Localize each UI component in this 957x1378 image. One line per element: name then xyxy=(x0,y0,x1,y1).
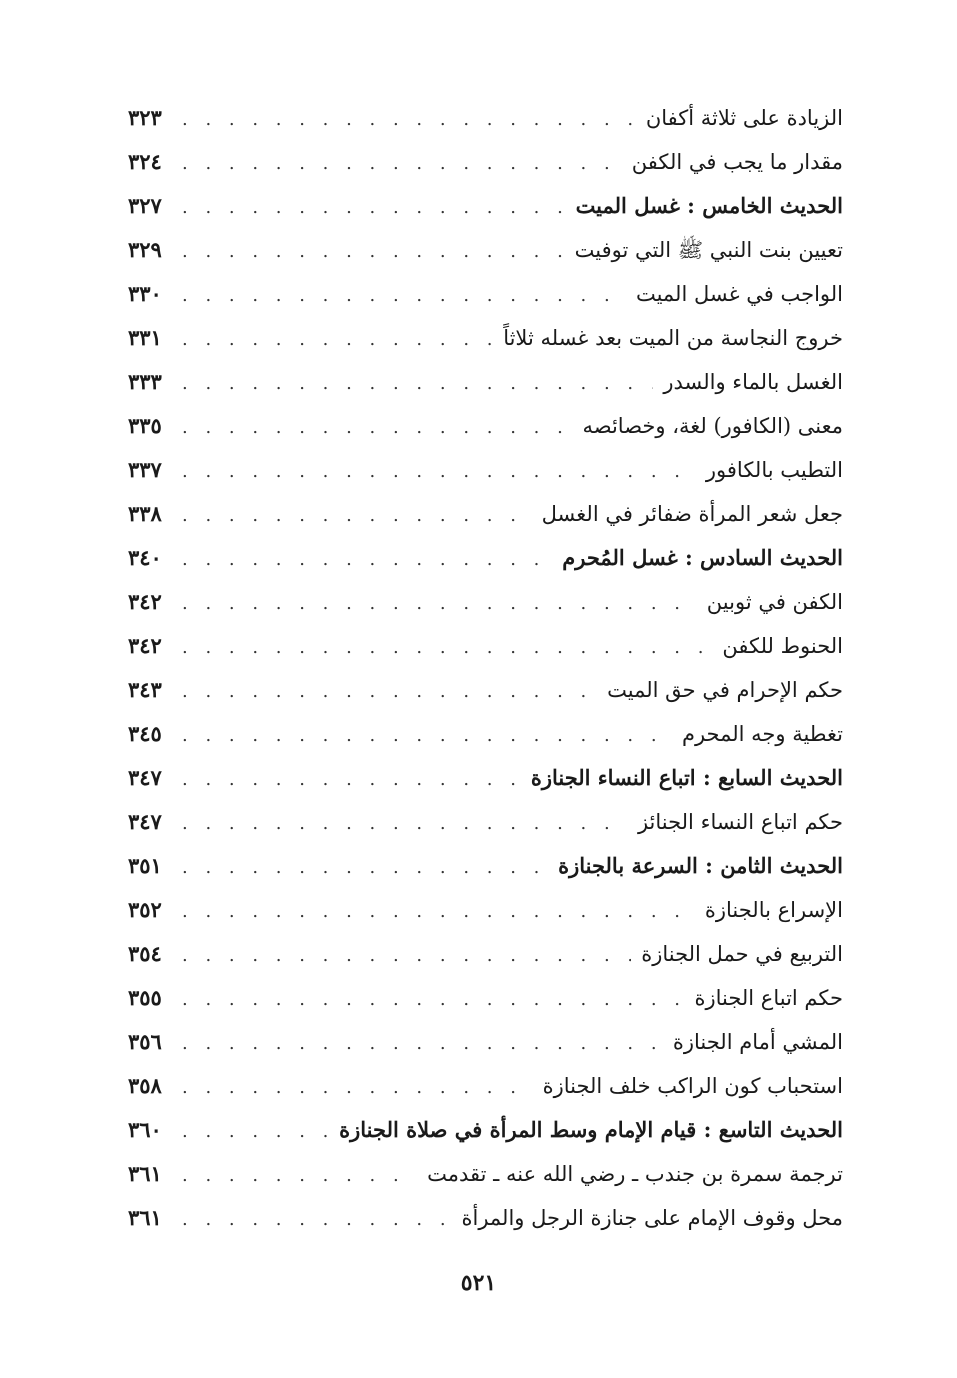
toc-entry-title: المشي أمام الجنازة xyxy=(672,1030,843,1054)
toc-entry-title: الحنوط للكفن xyxy=(722,634,843,658)
toc-entry xyxy=(128,228,843,272)
toc-entry xyxy=(128,712,843,756)
toc-entry-title: ترجمة سمرة بن جندب ـ رضي الله عنه ـ تقدمت xyxy=(427,1162,843,1186)
toc-dot-leader xyxy=(182,98,636,142)
toc-entry xyxy=(128,976,843,1020)
toc-section-heading xyxy=(128,184,843,228)
toc-entry-page: ٣٤٣ xyxy=(128,677,162,702)
toc-entry-title: الكفن في ثوبين xyxy=(706,590,843,614)
toc-dot-leader xyxy=(182,890,695,934)
toc-entry-title: الحديث الخامس : غسل الميت xyxy=(575,193,843,218)
toc-entry-title: الحديث التاسع : قيام الإمام وسط المرأة في صلاة الجنازة xyxy=(339,1117,843,1142)
toc-dot-leader xyxy=(182,670,597,714)
page-number: ٥٢١ xyxy=(460,1270,497,1296)
toc-entry-title: الحديث السابع : اتباع النساء الجنازة xyxy=(530,765,843,790)
toc-entry-title: جعل شعر المرأة ضفائر في الغسل xyxy=(541,502,843,526)
toc-entry-page: ٣٣٥ xyxy=(128,413,162,438)
toc-entry-page: ٣٤٠ xyxy=(128,545,162,570)
toc-entry-page: ٣٤٥ xyxy=(128,721,162,746)
toc-entry xyxy=(128,1152,843,1196)
toc-entry-title: الحديث السادس : غسل المُحرم xyxy=(562,545,843,570)
toc-entry-page: ٣٤٢ xyxy=(128,633,162,658)
toc-dot-leader xyxy=(182,230,565,274)
toc-entry xyxy=(128,96,843,140)
toc-entry-title: حكم اتباع الجنازة xyxy=(694,986,843,1010)
toc-entry-page: ٣٤٧ xyxy=(128,809,162,834)
toc-entry-page: ٣٤٢ xyxy=(128,589,162,614)
toc-dot-leader xyxy=(182,318,493,362)
toc-entry-page: ٣٥٤ xyxy=(128,941,162,966)
toc-entry-title: تغطية وجه المحرم xyxy=(681,722,843,746)
toc-entry-page: ٣٦١ xyxy=(128,1161,162,1186)
toc-entry-page: ٣٣٠ xyxy=(128,281,162,306)
toc-entry xyxy=(128,580,843,624)
toc-section-heading xyxy=(128,536,843,580)
toc-dot-leader xyxy=(182,186,566,230)
toc-dot-leader xyxy=(182,934,631,978)
toc-dot-leader xyxy=(182,1198,451,1242)
toc-dot-leader xyxy=(182,142,622,186)
toc-dot-leader xyxy=(182,1022,663,1066)
toc-dot-leader xyxy=(182,846,548,890)
toc-dot-leader xyxy=(182,538,552,582)
toc-entry-page: ٣٣١ xyxy=(128,325,162,350)
toc-dot-leader xyxy=(182,758,521,802)
toc-entry-page: ٣٢٧ xyxy=(128,193,162,218)
toc-entry-title: الزيادة على ثلاثة أكفان xyxy=(645,106,843,130)
toc-entry-page: ٣٢٩ xyxy=(128,237,162,262)
toc-entry-page: ٣٤٧ xyxy=(128,765,162,790)
toc-entry-title: الحديث الثامن : السرعة بالجنازة xyxy=(558,853,843,878)
toc-entry-page: ٣٢٤ xyxy=(128,149,162,174)
toc-entry xyxy=(128,404,843,448)
toc-dot-leader xyxy=(182,406,572,450)
toc-dot-leader xyxy=(182,1110,329,1154)
toc-entry-title: تعيين بنت النبي ﷺ التي توفيت xyxy=(574,238,843,262)
toc-entry xyxy=(128,1196,843,1240)
toc-section-heading xyxy=(128,844,843,888)
toc-section-heading xyxy=(128,756,843,800)
toc-entry-page: ٣٦١ xyxy=(128,1205,162,1230)
toc-entry-page: ٣٥٥ xyxy=(128,985,162,1010)
toc-entry-title: معنى (الكافور) لغة، وخصائصه xyxy=(582,414,843,438)
table-of-contents xyxy=(128,96,843,1240)
toc-dot-leader xyxy=(182,714,672,758)
toc-entry-title: الواجب في غسل الميت xyxy=(635,282,843,306)
toc-entry xyxy=(128,448,843,492)
toc-entry-page: ٣٢٣ xyxy=(128,105,162,130)
toc-entry-title: خروج النجاسة من الميت بعد غسله ثلاثاً xyxy=(503,326,843,350)
toc-entry-page: ٣٦٠ xyxy=(128,1117,162,1142)
toc-dot-leader xyxy=(182,802,628,846)
toc-entry-title: الإسراع بالجنازة xyxy=(704,898,843,922)
toc-dot-leader xyxy=(182,582,697,626)
toc-dot-leader xyxy=(182,274,626,318)
toc-dot-leader xyxy=(182,1154,417,1198)
toc-entry-page: ٣٥٦ xyxy=(128,1029,162,1054)
toc-entry-page: ٣٥٢ xyxy=(128,897,162,922)
toc-entry-title: مقدار ما يجب في الكفن xyxy=(631,150,843,174)
toc-entry-title: محل وقوف الإمام على جنازة الرجل والمرأة xyxy=(461,1206,843,1230)
toc-entry xyxy=(128,360,843,404)
toc-entry xyxy=(128,668,843,712)
toc-entry-page: ٣٥١ xyxy=(128,853,162,878)
toc-entry-title: حكم اتباع النساء الجنائز xyxy=(637,810,843,834)
toc-dot-leader xyxy=(182,626,712,670)
toc-entry xyxy=(128,1020,843,1064)
toc-entry xyxy=(128,932,843,976)
toc-entry xyxy=(128,888,843,932)
toc-entry xyxy=(128,316,843,360)
toc-entry-page: ٣٥٨ xyxy=(128,1073,162,1098)
toc-entry-title: حكم الإحرام في حق الميت xyxy=(607,678,843,702)
toc-section-heading xyxy=(128,1108,843,1152)
toc-entry-page: ٣٣٧ xyxy=(128,457,162,482)
toc-entry xyxy=(128,800,843,844)
toc-dot-leader xyxy=(182,494,532,538)
toc-entry-title: التربيع في حمل الجنازة xyxy=(641,942,843,966)
toc-entry xyxy=(128,624,843,668)
toc-dot-leader xyxy=(182,978,684,1022)
toc-dot-leader xyxy=(182,450,696,494)
toc-entry xyxy=(128,1064,843,1108)
toc-entry xyxy=(128,140,843,184)
toc-dot-leader xyxy=(182,1066,533,1110)
toc-entry xyxy=(128,492,843,536)
toc-entry-page: ٣٣٣ xyxy=(128,369,162,394)
toc-entry xyxy=(128,272,843,316)
toc-dot-leader xyxy=(182,362,653,406)
toc-entry-page: ٣٣٨ xyxy=(128,501,162,526)
toc-entry-title: استحباب كون الراكب خلف الجنازة xyxy=(542,1074,843,1098)
toc-entry-title: الغسل بالماء والسدر xyxy=(663,370,843,394)
toc-entry-title: التطيب بالكافور xyxy=(705,458,843,482)
